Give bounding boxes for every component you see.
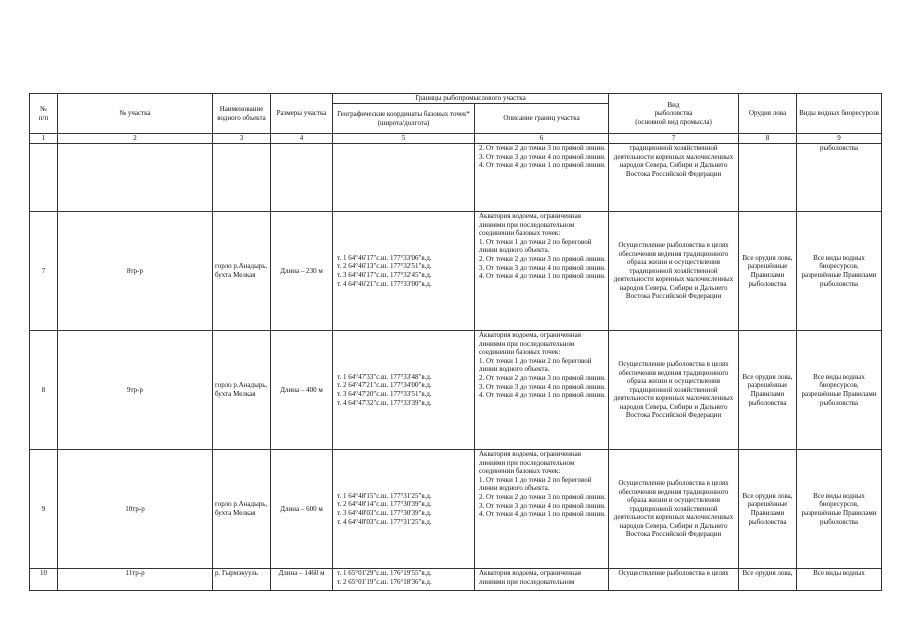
coordinates: т. 1 64°48'15"с.ш. 177°31'25"в.д. т. 2 64°48'14"с.ш. 177°30'39"в.д. т. 3 64°48'03"с.ш. 177°30'39"в.д. т. 4 64°48'03"с.ш. 177°31'25"в.д. [333, 450, 475, 569]
plot-number: 10тр-р [58, 450, 213, 569]
column-number: 7 [609, 134, 739, 144]
border-description: Акватория водоема, ограниченная линиями при последовательном [475, 569, 609, 591]
column-number-row [30, 134, 882, 144]
fishing-type: Осуществление рыболовства в целях обеспечения ведения традиционного образа жизни и осуществления традиционной хозяйственной деятельности коренных малочисленных народов Севера, Сибири и Дальнего Востока Российской Федерации [609, 331, 739, 450]
header-plot-size: Размеры участка [271, 94, 333, 134]
water-object: горло р.Анадырь, бухта Мелкая [213, 212, 271, 331]
border-description: Акватория водоема, ограниченная линиями при последовательном соединении базовых точек: 1. От точки 1 до точки 2 по береговой линии водного объекта. 2. От точки 2 до точки 3 по прямой линии. 3. От точки 3 до точки 4 по прямой линии. 4. От точки 4 до точки 1 по прямой линии. [475, 212, 609, 331]
border-description: Акватория водоема, ограниченная линиями при последовательном соединении базовых точек: 1. От точки 1 до точки 2 по береговой линии водного объекта. 2. От точки 2 до точки 3 по прямой линии. 3. От точки 3 до точки 4 по прямой линии. 4. От точки 4 до точки 1 по прямой линии. [475, 331, 609, 450]
water-object: горло р.Анадырь, бухта Мелкая [213, 450, 271, 569]
plot-size: Длина – 600 м [271, 450, 333, 569]
plot-size: Длина – 400 м [271, 331, 333, 450]
coordinates: т. 1 64°46'17"с.ш. 177°33'06"в.д. т. 2 64°46'13"с.ш. 177°32'51"в.д. т. 3 64°46'17"с.ш. 177°32'45"в.д. т. 4 64°46'21"с.ш. 177°33'00"в.д. [333, 212, 475, 331]
fishing-type: Осуществление рыболовства в целях [609, 569, 739, 591]
border-description: 2. От точки 2 до точки 3 по прямой линии. 3. От точки 3 до точки 4 по прямой линии. 4. От точки 4 до точки 1 по прямой линии. [475, 144, 609, 212]
header-borders-group: Границы рыбопромыслового участка [333, 94, 609, 104]
header-row-1 [30, 94, 882, 104]
fishing-gear: Все орудия лова, разрешённые Правилами рыболовства [739, 331, 797, 450]
coordinates: т. 1 64°47'33"с.ш. 177°33'48"в.д. т. 2 64°47'21"с.ш. 177°34'00"в.д. т. 3 64°47'20"с.ш. 177°33'51"в.д. т. 4 64°47'32"с.ш. 177°33'39"в.д. [333, 331, 475, 450]
continuation-row [30, 144, 882, 212]
header-gear: Орудия лова [739, 94, 797, 134]
header-water-object: Наименование водного объекта [213, 94, 271, 134]
column-number: 9 [797, 134, 882, 144]
species: Все виды водных [797, 569, 882, 591]
row-number: 9 [30, 450, 58, 569]
column-number: 3 [213, 134, 271, 144]
species: Все виды водных биоресурсов, разрешённые Правилами рыболовства [797, 212, 882, 331]
row-number: 10 [30, 569, 58, 591]
fishing-type: Осуществление рыболовства в целях обеспечения ведения традиционного образа жизни и осуществления традиционной хозяйственной деятельности коренных малочисленных народов Севера, Сибири и Дальнего Востока Российской Федерации [609, 212, 739, 331]
column-number: 4 [271, 134, 333, 144]
table-row [30, 212, 882, 331]
header-num: № п/п [30, 94, 58, 134]
header-border-description: Описание границ участка [475, 104, 609, 134]
coordinates: т. 1 65°01'29"с.ш. 176°19'55"в.д. т. 2 65°01'19"с.ш. 176°18'36"в.д. [333, 569, 475, 591]
table-row [30, 569, 882, 591]
plot-number: 11тр-р [58, 569, 213, 591]
plot-number: 9тр-р [58, 331, 213, 450]
fishing-gear: Все орудия лова, [739, 569, 797, 591]
plot-size: Длина – 230 м [271, 212, 333, 331]
column-number: 6 [475, 134, 609, 144]
column-number: 1 [30, 134, 58, 144]
species: Все виды водных биоресурсов, разрешённые Правилами рыболовства [797, 450, 882, 569]
column-number: 2 [58, 134, 213, 144]
row-number: 8 [30, 331, 58, 450]
table-row [30, 331, 882, 450]
species: Все виды водных биоресурсов, разрешённые Правилами рыболовства [797, 331, 882, 450]
header-plot: № участка [58, 94, 213, 134]
header-fishing-type: Вид рыболовства (основной вид промысла) [609, 94, 739, 134]
fishing-gear: Все орудия лова, разрешённые Правилами рыболовства [739, 212, 797, 331]
water-object: горло р.Анадырь, бухта Мелкая [213, 331, 271, 450]
plot-size: Длина – 1460 м [271, 569, 333, 591]
species: рыболовства [797, 144, 882, 212]
fishing-type: традиционной хозяйственной деятельности коренных малочисленных народов Севера, Сибири и Дальнего Востока Российской Федерации [609, 144, 739, 212]
fishing-plots-table [29, 93, 882, 591]
fishing-gear: Все орудия лова, разрешённые Правилами рыболовства [739, 450, 797, 569]
column-number: 8 [739, 134, 797, 144]
table-row [30, 450, 882, 569]
border-description: Акватория водоема, ограниченная линиями при последовательном соединении базовых точек: 1. От точки 1 до точки 2 по береговой линии водного объекта. 2. От точки 2 до точки 3 по прямой линии. 3. От точки 3 до точки 4 по прямой линии. 4. От точки 4 до точки 1 по прямой линии. [475, 450, 609, 569]
water-object: р. Гырмэкууль [213, 569, 271, 591]
header-species: Виды водных биоресурсов [797, 94, 882, 134]
column-number: 5 [333, 134, 475, 144]
plot-number: 8тр-р [58, 212, 213, 331]
row-number: 7 [30, 212, 58, 331]
fishing-type: Осуществление рыболовства в целях обеспечения ведения традиционного образа жизни и осуществления традиционной хозяйственной деятельности коренных малочисленных народов Севера, Сибири и Дальнего Востока Российской Федерации [609, 450, 739, 569]
header-coordinates: Географические координаты базовых точек* (широта/долгота) [333, 104, 475, 134]
